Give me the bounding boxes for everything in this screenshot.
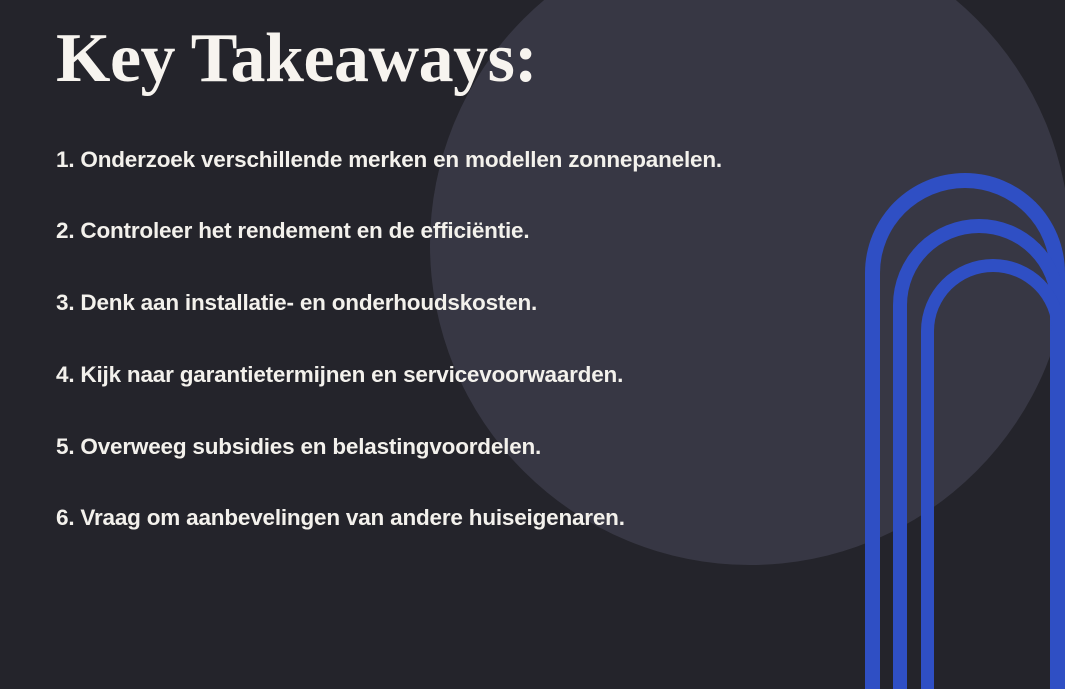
list-item: 4. Kijk naar garantietermijnen en servicevoorwaarden. [56, 361, 624, 387]
page-title: Key Takeaways: [56, 20, 538, 97]
list-item: 5. Overweeg subsidies en belastingvoordelen. [56, 433, 542, 459]
list-item: 6. Vraag om aanbevelingen van andere huiseigenaren. [56, 505, 625, 531]
list-item: 1. Onderzoek verschillende merken en modellen zonnepanelen. [56, 146, 722, 172]
list-item: 3. Denk aan installatie- en onderhoudskosten. [56, 290, 538, 315]
takeaways-list [56, 148, 1009, 532]
list-item: 2. Controleer het rendement en de efficiëntie. [56, 218, 530, 244]
